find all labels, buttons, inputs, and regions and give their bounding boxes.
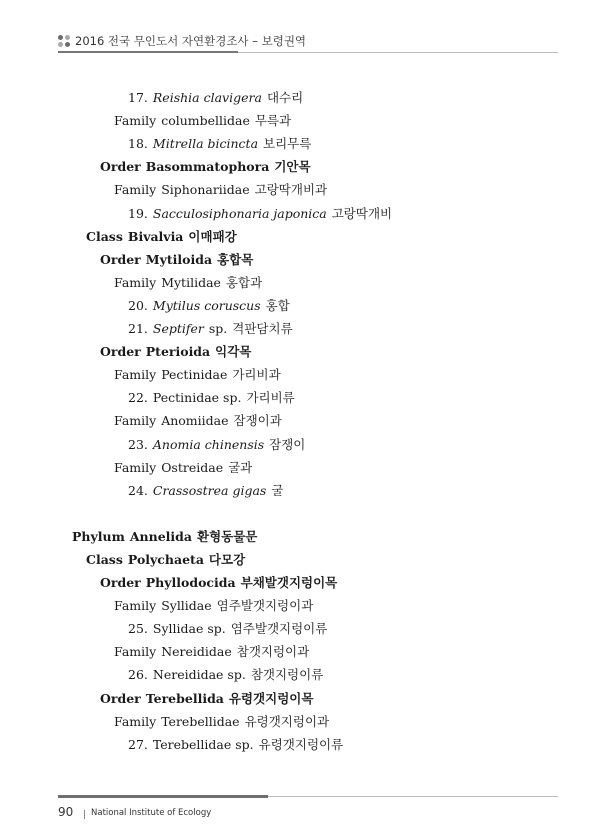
species-line [128, 737, 348, 753]
footer-institute: National Institute of Ecology [91, 808, 212, 818]
korean-name: 참갯지렁이류 [250, 667, 324, 683]
rank-label: Class [86, 551, 123, 567]
taxon-name: Terebellida [145, 690, 224, 706]
species-line [128, 483, 288, 499]
species-number: 23. [128, 436, 148, 452]
scientific-name: Sacculosiphonaria japonica [152, 205, 327, 221]
rank-label: Family [114, 182, 157, 198]
korean-name: 보리무륵 [263, 136, 312, 152]
species-number: 17. [128, 90, 148, 105]
korean-name: 홍합과 [225, 274, 263, 290]
species-number: 22. [128, 390, 148, 406]
korean-name: 환형동물문 [197, 528, 258, 544]
taxon-name: Phyllodocida [145, 575, 236, 590]
species-number: 25. [128, 621, 148, 637]
rank-label: Family [114, 598, 157, 614]
taxon-name: Siphonariidae [161, 182, 250, 198]
korean-name: 굴과 [228, 459, 253, 475]
korean-name: 가리비류 [246, 390, 295, 406]
scientific-name: Anomia chinensis [152, 436, 265, 452]
rank-label: Family [114, 274, 157, 290]
page-header [58, 30, 558, 54]
phylum-line [72, 529, 262, 545]
taxon-name: Pterioida [145, 344, 211, 360]
order-line [100, 344, 256, 360]
species-line [128, 90, 308, 106]
korean-name: 유령갯지렁이목 [228, 690, 314, 706]
taxon-name: Nereididae sp. [152, 667, 246, 683]
rank-label: Order [100, 251, 141, 267]
rank-label: Order [100, 159, 141, 175]
species-number: 24. [128, 482, 148, 498]
species-number: 19. [128, 205, 148, 221]
species-number: 27. [128, 736, 148, 752]
taxon-name: Terebellidae sp. [152, 736, 254, 752]
family-line [114, 598, 318, 614]
korean-name: 대수리 [266, 90, 304, 105]
korean-name: 다모강 [208, 551, 246, 567]
taxon-name: Annelida [129, 528, 192, 544]
family-line [114, 413, 287, 429]
header-title: 2016 전국 무인도서 자연환경조사 – 보령권역 [75, 34, 307, 48]
species-suffix: sp. [208, 321, 228, 336]
rank-label: Family [114, 644, 157, 660]
page-footer [58, 788, 558, 828]
taxon-name: Mytiloida [145, 251, 213, 267]
korean-name: 부채발갯지렁이목 [240, 575, 338, 590]
taxon-name: columbellidae [161, 113, 250, 129]
korean-name: 가리비과 [232, 367, 281, 383]
rank-label: Family [114, 413, 157, 429]
korean-name: 이매패강 [188, 228, 237, 244]
scientific-name: Septifer [152, 321, 204, 336]
rank-label: Phylum [72, 528, 125, 544]
taxon-name: Ostreidae [161, 459, 224, 475]
family-line [114, 367, 286, 383]
korean-name: 격판담치류 [232, 321, 293, 336]
korean-name: 잠쟁이 [269, 436, 306, 452]
footer-rule-light [268, 796, 558, 797]
korean-name: 잠쟁이과 [233, 413, 282, 429]
korean-name: 고랑딱개비과 [254, 182, 328, 198]
species-line [128, 298, 295, 314]
taxon-name: Bivalvia [127, 228, 184, 244]
header-rule-light [238, 52, 558, 53]
family-line [114, 113, 296, 129]
species-line [128, 667, 328, 683]
korean-name: 참갯지렁이과 [236, 644, 310, 660]
class-line [86, 229, 242, 245]
family-line [114, 644, 314, 660]
footer-separator [84, 810, 85, 819]
taxon-name: Mytilidae [161, 274, 221, 290]
korean-name: 굴 [271, 482, 284, 498]
scientific-name: Mitrella bicincta [152, 136, 259, 152]
species-number: 21. [128, 321, 148, 336]
species-line [128, 136, 316, 152]
korean-name: 유령갯지렁이류 [258, 736, 344, 752]
scientific-name: Mytilus coruscus [152, 297, 261, 313]
class-line [86, 552, 250, 568]
order-line [100, 691, 318, 707]
rank-label: Order [100, 690, 141, 706]
taxon-name: Polychaeta [127, 551, 204, 567]
korean-name: 고랑딱개비 [331, 205, 393, 221]
family-line [114, 714, 334, 730]
korean-name: 홍합목 [217, 251, 254, 267]
rank-label: Order [100, 344, 141, 360]
rank-label: Order [100, 575, 141, 590]
order-line [100, 159, 316, 175]
taxon-name: Basommatophora [145, 159, 270, 175]
korean-name: 유령갯지렁이과 [244, 713, 330, 729]
species-line [128, 437, 310, 453]
footer-rule-dark [58, 795, 268, 798]
rank-label: Class [86, 228, 123, 244]
header-rule-dark [58, 51, 238, 53]
taxon-name: Nereididae [161, 644, 232, 660]
taxon-name: Pectinidae sp. [152, 390, 242, 406]
family-line [114, 460, 257, 476]
order-line [100, 252, 258, 268]
species-line [128, 390, 300, 406]
header-dots-icon [58, 35, 70, 47]
rank-label: Family [114, 459, 157, 475]
taxon-name: Anomiidae [161, 413, 229, 429]
korean-name: 무륵과 [254, 113, 292, 129]
korean-name: 염주발갯지렁이과 [216, 598, 314, 614]
rank-label: Family [114, 713, 157, 729]
species-line [128, 206, 397, 222]
korean-name: 기안목 [274, 159, 311, 175]
korean-name: 홍합 [265, 297, 290, 313]
species-line [128, 621, 332, 637]
rank-label: Family [114, 367, 157, 383]
korean-name: 익각목 [215, 344, 252, 360]
korean-name: 염주발갯지렁이류 [230, 621, 328, 637]
species-number: 26. [128, 667, 148, 683]
family-line [114, 182, 332, 198]
taxon-name: Syllidae sp. [152, 621, 226, 637]
species-line [128, 321, 298, 337]
family-line [114, 275, 267, 291]
taxon-name: Pectinidae [161, 367, 228, 383]
species-number: 20. [128, 297, 148, 313]
page-number: 90 [58, 805, 74, 819]
taxon-name: Syllidae [161, 598, 212, 614]
scientific-name: Reishia clavigera [152, 90, 262, 105]
taxon-name: Terebellidae [161, 713, 240, 729]
scientific-name: Crassostrea gigas [152, 482, 267, 498]
species-number: 18. [128, 136, 148, 152]
rank-label: Family [114, 113, 157, 129]
order-line [100, 575, 342, 591]
